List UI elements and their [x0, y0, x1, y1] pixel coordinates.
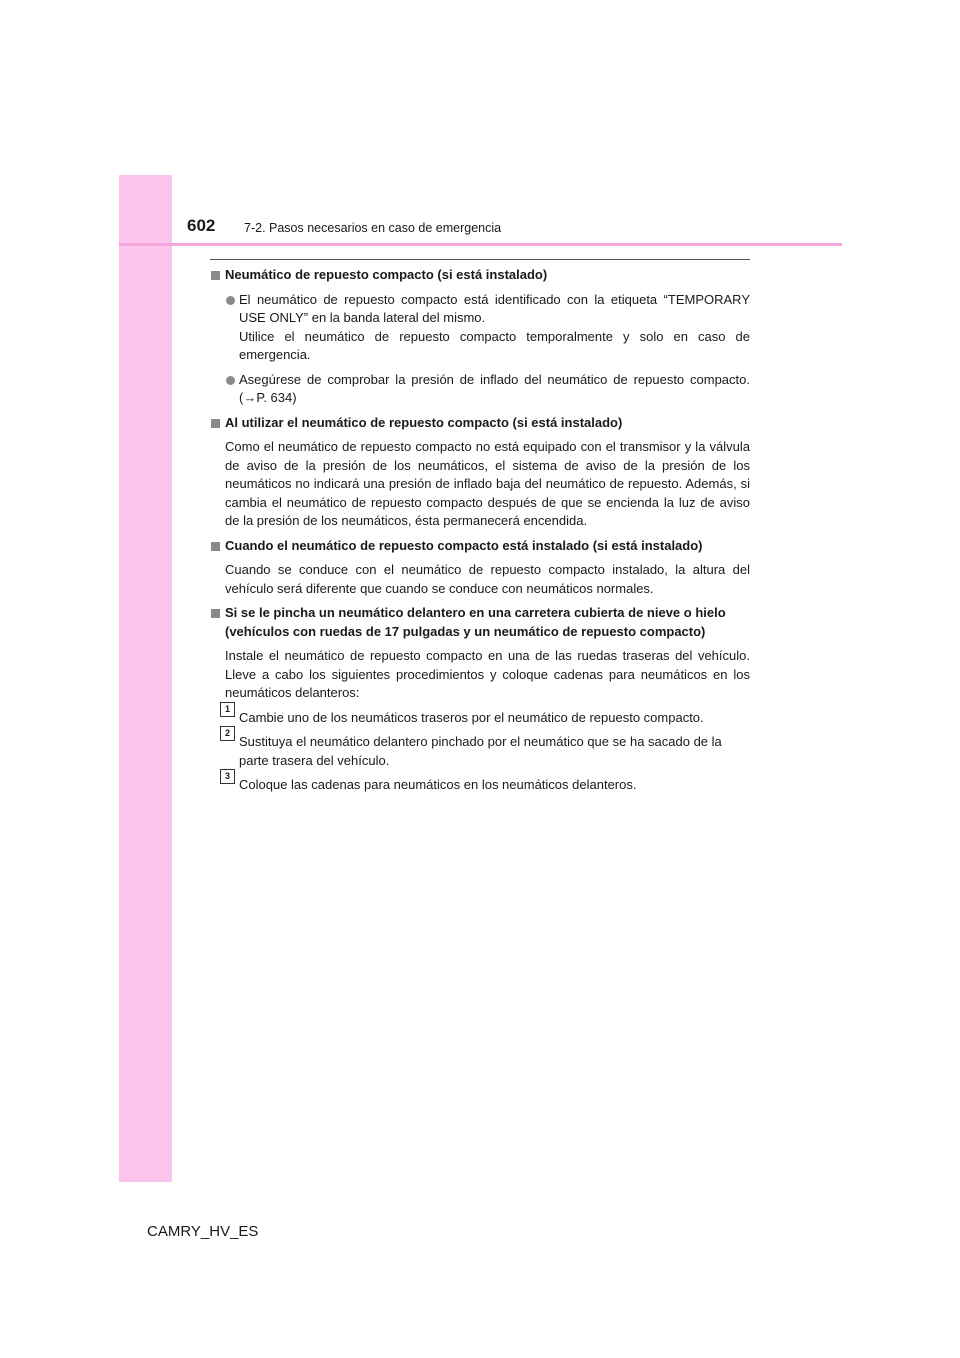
square-bullet-icon	[211, 419, 220, 428]
footer-model-code: CAMRY_HV_ES	[147, 1223, 259, 1240]
heading-using-compact-spare	[210, 414, 750, 433]
round-bullet-icon	[226, 296, 235, 305]
step-item	[210, 771, 750, 795]
page-number: 602	[187, 216, 216, 235]
bullet-text: El neumático de repuesto compacto está identificado con la etiqueta “TEMPORARY USE ONLY” en la banda lateral del mismo.	[239, 291, 750, 325]
paragraph-procedure-intro: Instale el neumático de repuesto compacto en una de las ruedas traseras del vehículo. Lleve a cabo los siguientes procedimientos y coloque cadenas para neumáticos en los neumáticos delanteros:	[225, 648, 750, 700]
round-bullet-icon	[226, 376, 235, 385]
step-item	[210, 703, 750, 728]
content-top-rule	[210, 259, 750, 260]
square-bullet-icon	[211, 271, 220, 280]
heading-compact-spare	[210, 266, 750, 285]
step-number-badge: 1	[220, 702, 235, 717]
step-item	[210, 728, 750, 770]
heading-text: Neumático de repuesto compacto (si está instalado)	[225, 267, 548, 282]
step-text: Sustituya el neumático delantero pinchado por el neumático que se ha sacado de la parte trasera del vehículo.	[239, 734, 722, 768]
bullet-label-info	[210, 291, 750, 365]
bullet-text: Asegúrese de comprobar la presión de inflado del neumático de repuesto compacto. (→P. 634)	[239, 371, 750, 405]
heading-text: Si se le pincha un neumático delantero en una carretera cubierta de nieve o hielo (vehículos con ruedas de 17 pulgadas y un neumático de repuesto compacto)	[225, 605, 726, 639]
paragraph-tpms: Como el neumático de repuesto compacto no está equipado con el transmisor y la válvula de aviso de la presión de los neumáticos, el sistema de aviso de la presión de los neumáticos no indicará una presión de inflado baja del neumático de repuesto. Además, si cambia el neumático de repuesto compacto después de que se encienda la luz de aviso de la presión de los neumáticos, ésta permanecerá encendida.	[225, 439, 750, 528]
step-number-badge: 3	[220, 769, 235, 784]
heading-text: Al utilizar el neumático de repuesto compacto (si está instalado)	[225, 414, 623, 430]
step-text: Coloque las cadenas para neumáticos en los neumáticos delanteros.	[239, 777, 637, 792]
header-divider	[119, 243, 842, 246]
heading-text: Cuando el neumático de repuesto compacto está instalado (si está instalado)	[225, 537, 703, 553]
step-text: Cambie uno de los neumáticos traseros por el neumático de repuesto compacto.	[239, 709, 704, 725]
section-title: 7-2. Pasos necesarios en caso de emergencia	[244, 221, 502, 235]
square-bullet-icon	[211, 542, 220, 551]
heading-front-flat-snow	[210, 604, 750, 641]
square-bullet-icon	[211, 609, 220, 618]
page-content	[210, 266, 750, 801]
bullet-pressure-check	[210, 371, 750, 408]
heading-installed-compact-spare	[210, 537, 750, 556]
bullet-text: Utilice el neumático de repuesto compacto temporalmente y solo en caso de emergencia.	[239, 328, 750, 362]
chapter-sidebar-band	[119, 175, 172, 1182]
paragraph-vehicle-height: Cuando se conduce con el neumático de repuesto compacto instalado, la altura del vehículo será diferente que cuando se conduce con neumáticos normales.	[225, 562, 750, 596]
step-number-badge: 2	[220, 726, 235, 741]
